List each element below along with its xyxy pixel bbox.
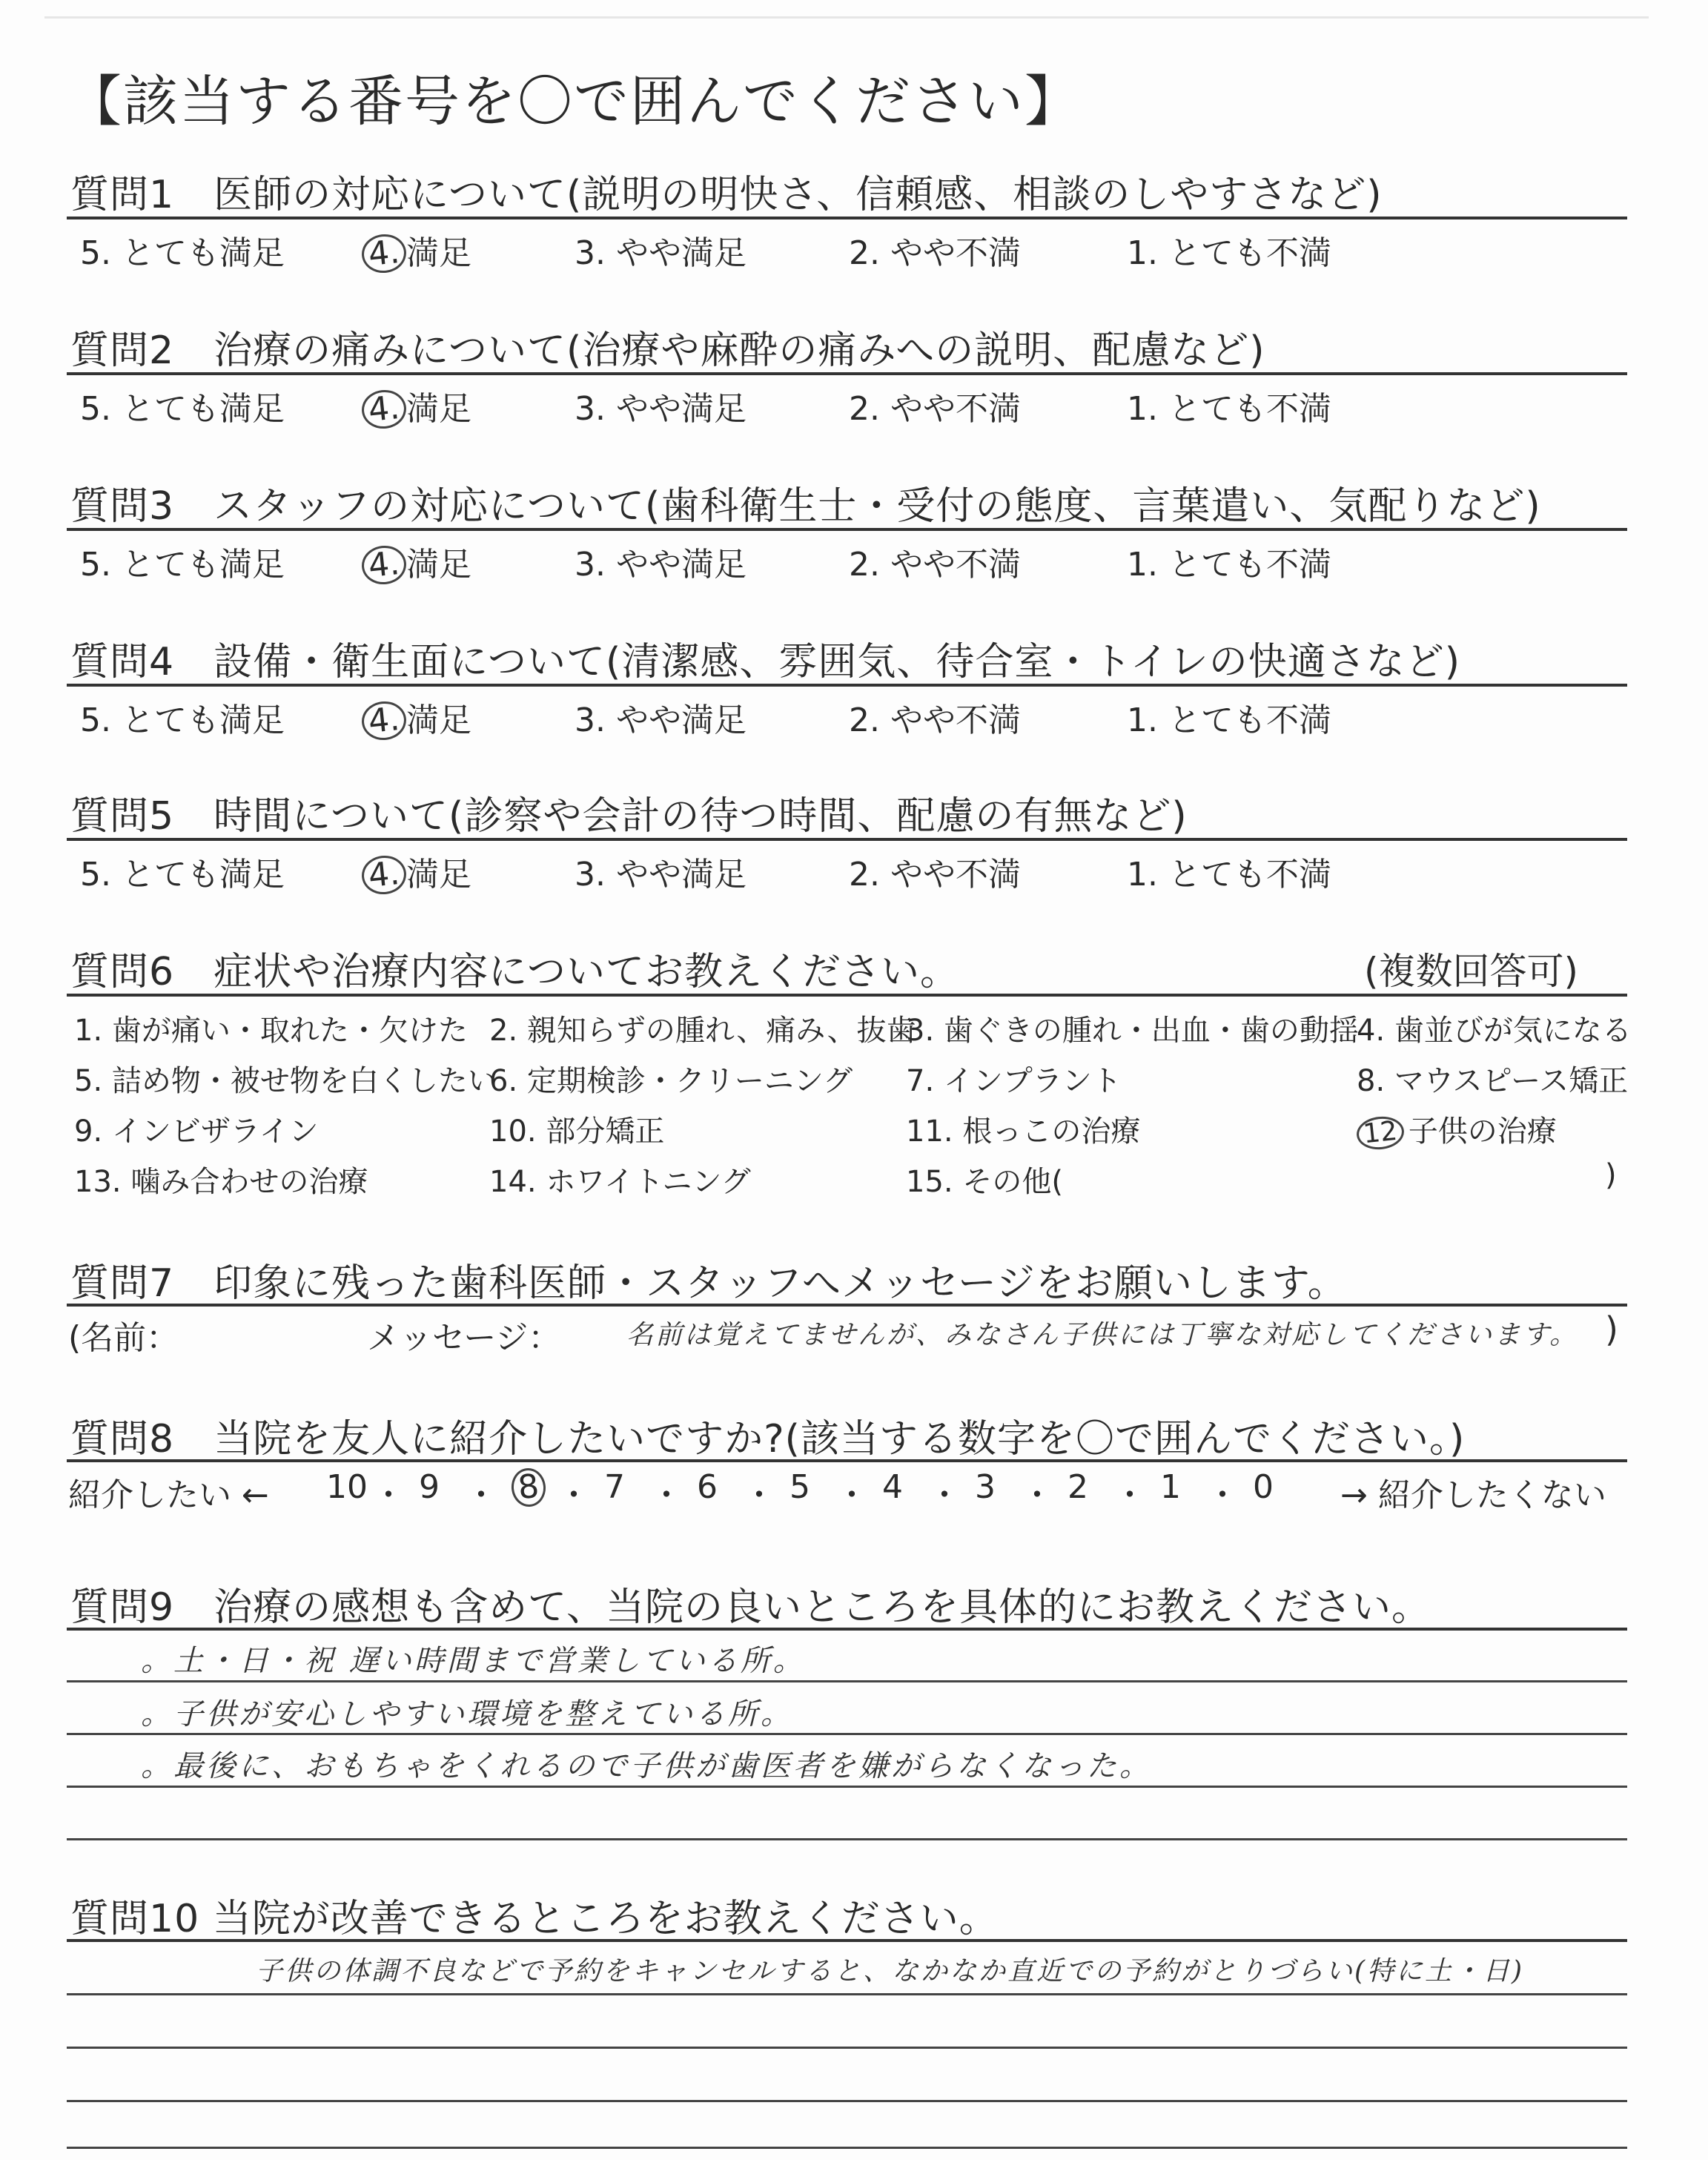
q8-separator: ・ (743, 1476, 775, 1514)
option-4-selected[interactable] (362, 382, 471, 429)
q2-title: 質問2 治療の痛みについて(治療や麻酔の痛みへの説明、配慮など) (70, 328, 1265, 373)
option-label: 満足 (406, 390, 471, 428)
q9-rule (67, 1628, 1627, 1631)
q10-rule (67, 1939, 1627, 1942)
q9-answer-3: 。最後に、おもちゃをくれるので子供が歯医者を嫌がらなくなった。 (141, 1749, 1152, 1783)
option-3[interactable]: 3. やや満足 (575, 234, 747, 272)
option-5[interactable]: 5. とても満足 (80, 546, 285, 584)
q10-line (67, 2100, 1627, 2102)
q7-close-paren: ) (1605, 1309, 1618, 1350)
option-5[interactable]: 5. とても満足 (80, 390, 285, 428)
q6-item-3[interactable]: 3. 歯ぐきの腫れ・出血・歯の動揺 (906, 1014, 1359, 1048)
q8-separator: ・ (835, 1476, 868, 1514)
top-border (44, 16, 1649, 19)
option-2[interactable]: 2. やや不満 (849, 856, 1021, 894)
selection-circle: 4. (360, 232, 408, 275)
q8-separator: ・ (1113, 1476, 1146, 1514)
selection-circle: 4. (360, 544, 408, 587)
q3-title: 質問3 スタッフの対応について(歯科衛生士・受付の態度、言葉遣い、気配りなど) (70, 484, 1541, 529)
q6-item-14[interactable]: 14. ホワイトニング (489, 1165, 751, 1199)
q6-item-7[interactable]: 7. インプラント (906, 1064, 1122, 1098)
option-1[interactable]: 1. とても不満 (1127, 234, 1331, 272)
q6-rule (67, 994, 1627, 997)
option-3[interactable]: 3. やや満足 (575, 390, 747, 428)
q8-scale-4[interactable]: 4 (882, 1468, 903, 1506)
q6-close-paren: ) (1605, 1158, 1617, 1192)
q5-rule (67, 838, 1627, 841)
q9-line (67, 1786, 1627, 1788)
q8-scale-2[interactable]: 2 (1068, 1468, 1088, 1506)
q3-rule (67, 528, 1627, 531)
q8-scale-6[interactable]: 6 (697, 1468, 718, 1506)
option-1[interactable]: 1. とても不満 (1127, 390, 1331, 428)
q8-scale-8[interactable] (512, 1468, 546, 1507)
q8-separator: ・ (372, 1476, 405, 1514)
option-label: 満足 (406, 856, 471, 894)
q8-rule (67, 1459, 1627, 1462)
option-2[interactable]: 2. やや不満 (849, 701, 1021, 739)
q8-scale-9[interactable]: 9 (419, 1468, 440, 1506)
q8-separator: ・ (650, 1476, 683, 1514)
q1-title: 質問1 医師の対応について(説明の明快さ、信頼感、相談のしやすさなど) (70, 173, 1383, 217)
q8-scale-1[interactable]: 1 (1160, 1468, 1181, 1506)
q9-line (67, 1838, 1627, 1840)
q8-scale-5[interactable]: 5 (790, 1468, 810, 1506)
page-heading: 【該当する番号を〇で囲んでください】 (67, 70, 1081, 133)
selection-circle: 4. (360, 699, 408, 742)
q2-rule (67, 372, 1627, 375)
q6-item-label: 子供の治療 (1408, 1114, 1557, 1149)
q8-separator: ・ (465, 1476, 497, 1514)
q4-rule (67, 684, 1627, 687)
option-label: 満足 (406, 546, 471, 584)
q9-answer-2: 。子供が安心しやすい環境を整えている所。 (141, 1697, 793, 1731)
q6-item-5[interactable]: 5. 詰め物・被せ物を白くしたい (74, 1064, 497, 1098)
q8-separator: ・ (928, 1476, 961, 1514)
q6-title: 質問6 症状や治療内容についてお教えください。 (70, 950, 960, 994)
option-label: 満足 (406, 701, 471, 739)
q7-message-text: 名前は覚えてませんが、みなさん子供には丁寧な対応してくださいます。 (626, 1320, 1579, 1350)
q10-line (67, 2047, 1627, 2049)
q8-scale-3[interactable]: 3 (975, 1468, 996, 1506)
q9-title: 質問9 治療の感想も含めて、当院の良いところを具体的にお教えください。 (70, 1585, 1431, 1630)
q9-line (67, 1733, 1627, 1735)
selection-circle: 8 (509, 1467, 547, 1509)
option-3[interactable]: 3. やや満足 (575, 546, 747, 584)
q5-title: 質問5 時間について(診察や会計の待つ時間、配慮の有無など) (70, 794, 1188, 839)
option-5[interactable]: 5. とても満足 (80, 701, 285, 739)
q7-name-label: (名前： (68, 1319, 179, 1357)
q6-item-12[interactable] (1357, 1108, 1557, 1150)
q8-scale-0[interactable]: 0 (1253, 1468, 1274, 1506)
option-4-selected[interactable] (362, 538, 471, 585)
option-1[interactable]: 1. とても不満 (1127, 546, 1331, 584)
q8-scale-7[interactable]: 7 (604, 1468, 625, 1506)
q8-right-label: → 紹介したくない (1340, 1476, 1606, 1514)
q9-line (67, 1680, 1627, 1682)
q10-title: 質問10 当院が改善できるところをお教えください。 (70, 1897, 999, 1941)
option-3[interactable]: 3. やや満足 (575, 701, 747, 739)
q7-title: 質問7 印象に残った歯科医師・スタッフへメッセージをお願いします。 (70, 1261, 1347, 1306)
q8-left-label: 紹介したい ← (68, 1476, 269, 1514)
q10-line (67, 2147, 1627, 2149)
q8-separator: ・ (1206, 1476, 1239, 1514)
q6-item-4[interactable]: 4. 歯並びが気になる (1357, 1014, 1632, 1048)
q7-rule (67, 1304, 1627, 1307)
q6-note: (複数回答可) (1364, 950, 1579, 993)
q6-item-2[interactable]: 2. 親知らずの腫れ、痛み、抜歯 (489, 1014, 916, 1048)
q6-item-15[interactable]: 15. その他( (906, 1165, 1063, 1199)
q8-separator: ・ (557, 1476, 590, 1514)
option-4-selected[interactable] (362, 848, 471, 895)
option-2[interactable]: 2. やや不満 (849, 390, 1021, 428)
q6-item-1[interactable]: 1. 歯が痛い・取れた・欠けた (74, 1014, 468, 1048)
option-4-selected[interactable] (362, 226, 471, 274)
q6-item-6[interactable]: 6. 定期検診・クリーニング (489, 1064, 853, 1098)
q6-item-9[interactable]: 9. インビザライン (74, 1114, 319, 1149)
q6-item-11[interactable]: 11. 根っこの治療 (906, 1114, 1141, 1149)
option-2[interactable]: 2. やや不満 (849, 546, 1021, 584)
q10-answer: 子供の体調不良などで予約をキャンセルすると、なかなか直近での予約がとりづらい(特に土・日) (256, 1956, 1525, 1986)
q8-title: 質問8 当院を友人に紹介したいですか?(該当する数字を〇で囲んでください。) (70, 1417, 1466, 1462)
selection-circle: 4. (360, 388, 408, 431)
q8-separator: ・ (1021, 1476, 1053, 1514)
option-5[interactable]: 5. とても満足 (80, 234, 285, 272)
selection-circle: 4. (360, 853, 408, 896)
q7-message-label: メッセージ： (367, 1319, 561, 1357)
option-3[interactable]: 3. やや満足 (575, 856, 747, 894)
q8-scale-10[interactable]: 10 (326, 1468, 368, 1506)
option-5[interactable]: 5. とても満足 (80, 856, 285, 894)
q10-line (67, 1993, 1627, 1995)
q4-title: 質問4 設備・衛生面について(清潔感、雰囲気、待合室・トイレの快適さなど) (70, 640, 1461, 684)
q6-item-8[interactable]: 8. マウスピース矯正 (1357, 1064, 1629, 1098)
option-4-selected[interactable] (362, 693, 471, 741)
q9-answer-1: 。土・日・祝 遅い時間まで営業している所。 (141, 1644, 806, 1678)
option-1[interactable]: 1. とても不満 (1127, 856, 1331, 894)
q1-rule (67, 217, 1627, 219)
option-2[interactable]: 2. やや不満 (849, 234, 1021, 272)
q6-item-10[interactable]: 10. 部分矯正 (489, 1114, 665, 1149)
option-label: 満足 (406, 234, 471, 272)
selection-circle: 12 (1355, 1114, 1406, 1152)
q6-item-13[interactable]: 13. 噛み合わせの治療 (74, 1165, 368, 1199)
option-1[interactable]: 1. とても不満 (1127, 701, 1331, 739)
